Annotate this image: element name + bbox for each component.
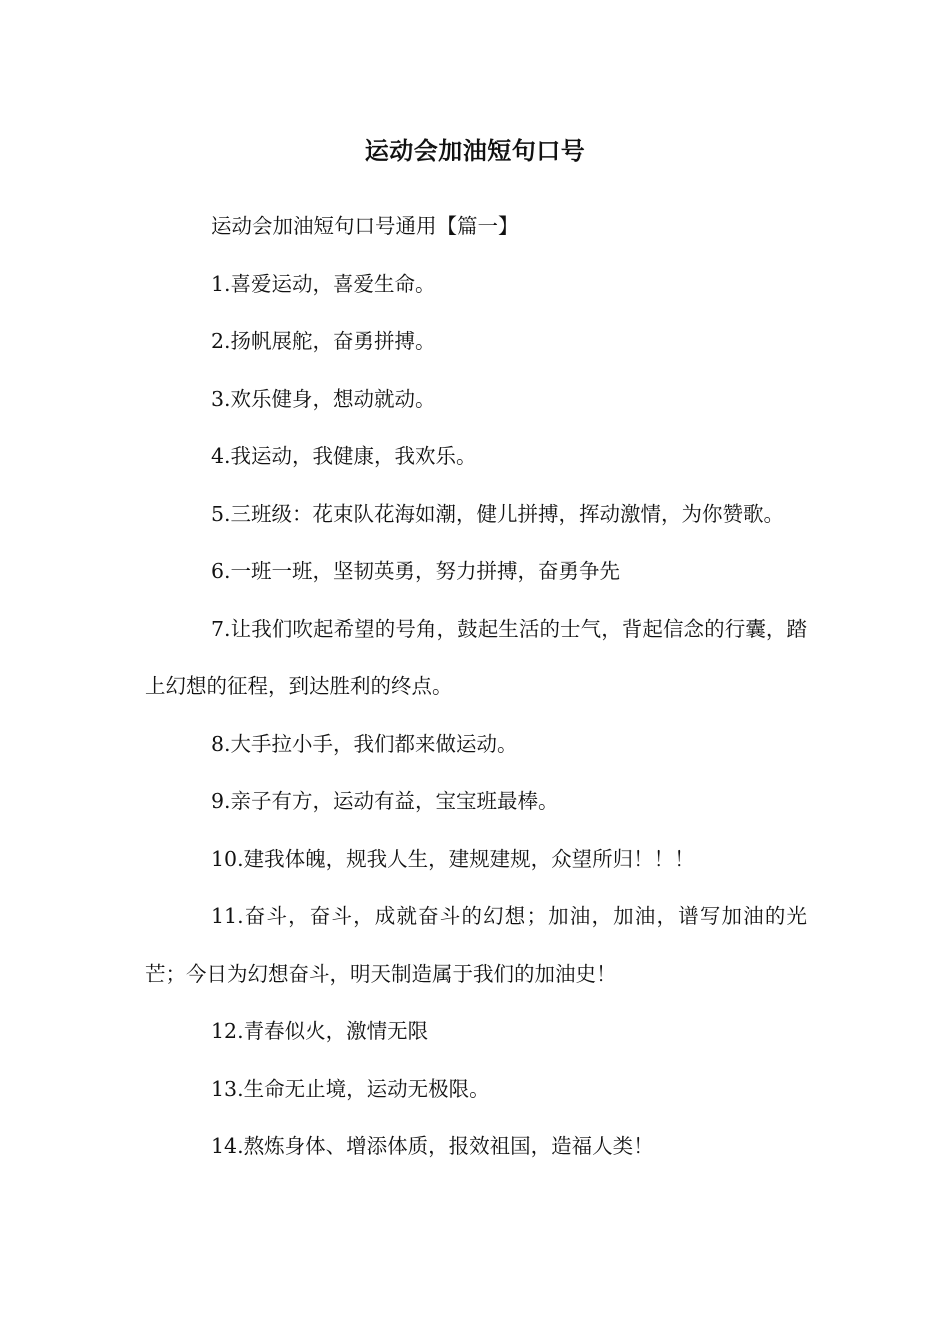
- slogan-item: 9.亲子有方，运动有益，宝宝班最棒。: [211, 789, 559, 813]
- slogan-item: 8.大手拉小手，我们都来做运动。: [211, 731, 518, 756]
- slogan-item: 7.让我们吹起希望的号角，鼓起生活的士气，背起信念的行囊，踏上幻想的征程，到达胜利的终点。: [145, 616, 807, 698]
- slogan-item: 2.扬帆展舵，奋勇拼搏。: [211, 329, 436, 353]
- slogan-item: 4.我运动，我健康，我欢乐。: [211, 444, 477, 468]
- slogan-item: 11.奋斗，奋斗，成就奋斗的幻想；加油，加油，谱写加油的光芒；今日为幻想奋斗，明天制造属于我们的加油史！: [145, 904, 807, 986]
- slogan-item: 10.建我体魄，规我人生，建规建规，众望所归！！！: [211, 846, 695, 871]
- page-title: 运动会加油短句口号: [364, 137, 586, 165]
- slogan-item: 5.三班级：花束队花海如潮，健儿拼搏，挥动激情，为你赞歌。: [211, 501, 785, 526]
- section-heading: 运动会加油短句口号通用【篇一】: [211, 214, 519, 238]
- slogan-item: 14.熬炼身体、增添体质，报效祖国，造福人类！: [211, 1134, 654, 1158]
- document-body: [145, 198, 807, 1176]
- slogan-item: 3.欢乐健身，想动就动。: [211, 386, 436, 411]
- slogan-item: 1.喜爱运动，喜爱生命。: [211, 271, 436, 296]
- slogan-item: 13.生命无止境，运动无极限。: [211, 1076, 490, 1101]
- slogan-item: 6.一班一班，坚韧英勇，努力拼搏，奋勇争先: [211, 559, 621, 583]
- slogan-item: 12.青春似火，激情无限: [211, 1019, 429, 1043]
